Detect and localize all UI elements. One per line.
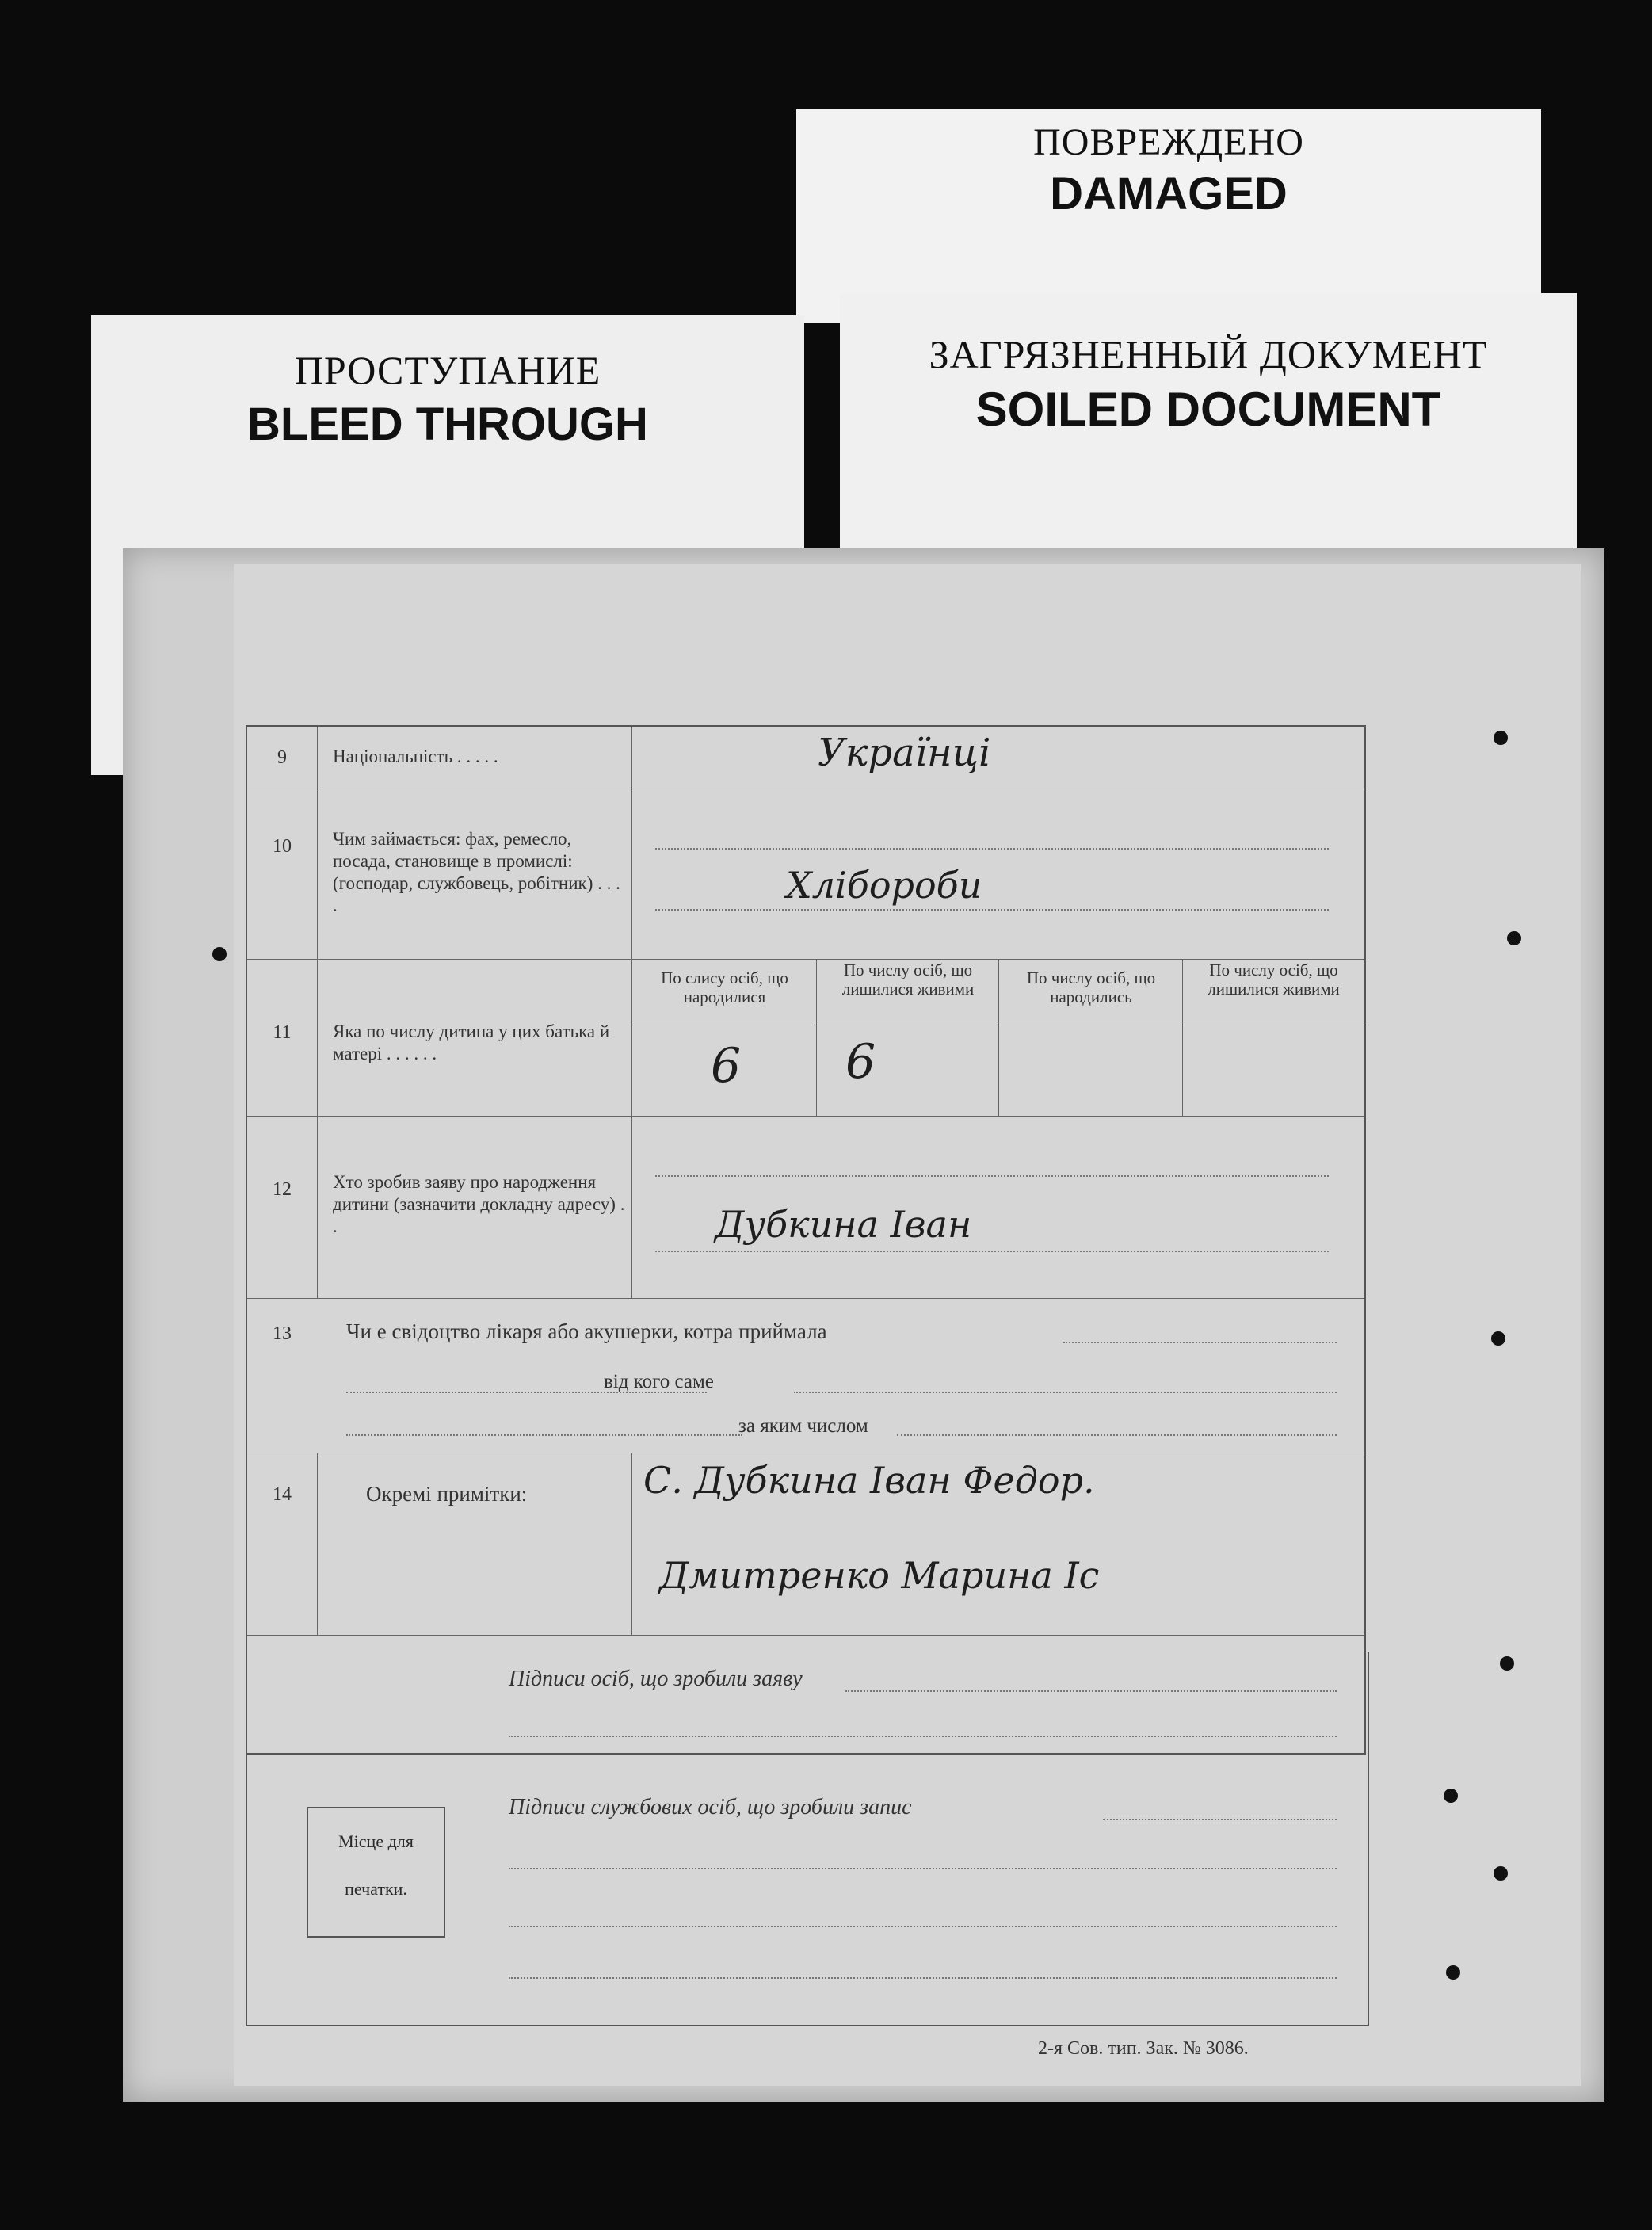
certificate-question: Чи е свідоцтво лікаря або акушерки, котра приймала <box>346 1319 827 1343</box>
punch-hole <box>1494 1866 1508 1881</box>
col-born-count-header: По слису осіб, що народилися <box>661 968 788 1006</box>
row-nationality <box>247 727 1364 789</box>
dotted-line <box>509 1868 1337 1869</box>
stamp-place-box <box>307 1807 445 1938</box>
dotted-line <box>1103 1819 1337 1820</box>
row-number: 10 <box>273 836 292 857</box>
officials-signature-label: Підписи службових осіб, що зробили запис <box>509 1795 912 1820</box>
column-divider <box>816 959 817 1116</box>
from-whom-label: від кого саме <box>604 1371 714 1392</box>
row-declarant <box>247 1116 1364 1299</box>
punch-hole <box>1494 731 1508 745</box>
dotted-line <box>845 1690 1337 1692</box>
punch-hole <box>1500 1656 1514 1671</box>
column-divider <box>631 789 632 959</box>
row-notes <box>247 1453 1364 1636</box>
row-occupation <box>247 789 1364 960</box>
dotted-line <box>655 909 1329 911</box>
bleed-ru-label: ПРОСТУПАНИЕ <box>294 348 601 392</box>
alive-count-value: 6 <box>845 1034 876 1090</box>
birth-record-form <box>246 725 1366 1755</box>
column-divider <box>317 1116 318 1298</box>
column-divider <box>631 1116 632 1298</box>
column-divider <box>631 959 632 1116</box>
stamp-label-line1: Місце для <box>338 1831 414 1851</box>
column-divider <box>317 789 318 959</box>
column-divider <box>1182 959 1183 1116</box>
notes-value-line2: Дмитренко Марина Іс <box>659 1554 1100 1597</box>
dotted-line <box>655 848 1329 850</box>
birth-order-label: Яка по числу дитина у цих батька й матері . . . . . . <box>333 1021 610 1063</box>
born-count-value: 6 <box>711 1038 742 1094</box>
soiled-ru-label: ЗАГРЯЗНЕННЫЙ ДОКУМЕНТ <box>929 332 1488 376</box>
column-divider <box>317 959 318 1116</box>
applicants-signature-label: Підписи осіб, що зробили заяву <box>509 1667 803 1691</box>
stamp-label-line2: печатки. <box>345 1879 407 1899</box>
column-divider <box>631 1453 632 1635</box>
dotted-line <box>509 1926 1337 1927</box>
damaged-ru-label: ПОВРЕЖДЕНО <box>1033 121 1304 163</box>
dotted-line <box>509 1736 1337 1737</box>
dotted-line <box>509 1977 1337 1979</box>
row-number: 14 <box>273 1484 292 1505</box>
column-divider <box>998 959 999 1116</box>
punch-hole <box>1444 1789 1458 1803</box>
column-divider <box>317 1453 318 1635</box>
notes-value-line1: С. Дубкина Іван Федор. <box>643 1459 1095 1502</box>
signature-area <box>246 1652 1369 2026</box>
col-born-count-header-2: По числу осіб, що народились <box>1026 968 1156 1006</box>
dotted-line <box>655 1175 1329 1177</box>
punch-hole <box>1446 1965 1460 1980</box>
row-number: 9 <box>277 747 287 768</box>
damaged-card <box>796 109 1541 323</box>
declarant-value: Дубкина Іван <box>715 1203 972 1246</box>
damaged-en-label: DAMAGED <box>1050 168 1288 220</box>
bleed-en-label: BLEED THROUGH <box>247 399 648 450</box>
dotted-line <box>794 1392 1337 1393</box>
nationality-value: Українці <box>818 731 991 775</box>
soiled-en-label: SOILED DOCUMENT <box>975 383 1441 436</box>
occupation-label: Чим займається: фах, ремесло, посада, становище в промислі: (господар, службовець, робітник) . . . . <box>333 829 620 915</box>
nationality-label: Національність . . . . . <box>333 747 498 766</box>
col-alive-count-header: По числу осіб, що лишилися живими <box>841 960 975 999</box>
declarant-label: Хто зробив заяву про народження дитини (зазначити докладну адресу) . . <box>333 1172 625 1236</box>
punch-hole <box>212 947 227 961</box>
date-label: за яким числом <box>738 1415 868 1437</box>
row-birth-order <box>247 959 1364 1117</box>
soiled-document-card <box>840 293 1577 563</box>
printer-imprint: 2-я Сов. тип. Зак. № 3086. <box>1038 2038 1249 2059</box>
notes-label: Окремі примітки: <box>366 1482 528 1506</box>
occupation-value: Хлібороби <box>786 864 982 907</box>
dotted-line <box>1063 1342 1337 1343</box>
dotted-line <box>346 1434 742 1436</box>
row-number: 11 <box>273 1022 292 1043</box>
column-divider <box>317 727 318 789</box>
dotted-line <box>655 1251 1329 1252</box>
column-divider <box>631 727 632 789</box>
row-number: 12 <box>273 1179 292 1200</box>
row-number: 13 <box>273 1323 292 1344</box>
col-alive-count-header-2: По числу осіб, що лишилися живими <box>1208 960 1340 999</box>
dotted-line <box>897 1434 1337 1436</box>
punch-hole <box>1491 1331 1505 1346</box>
punch-hole <box>1507 931 1521 945</box>
row-medical-certificate <box>247 1298 1364 1453</box>
